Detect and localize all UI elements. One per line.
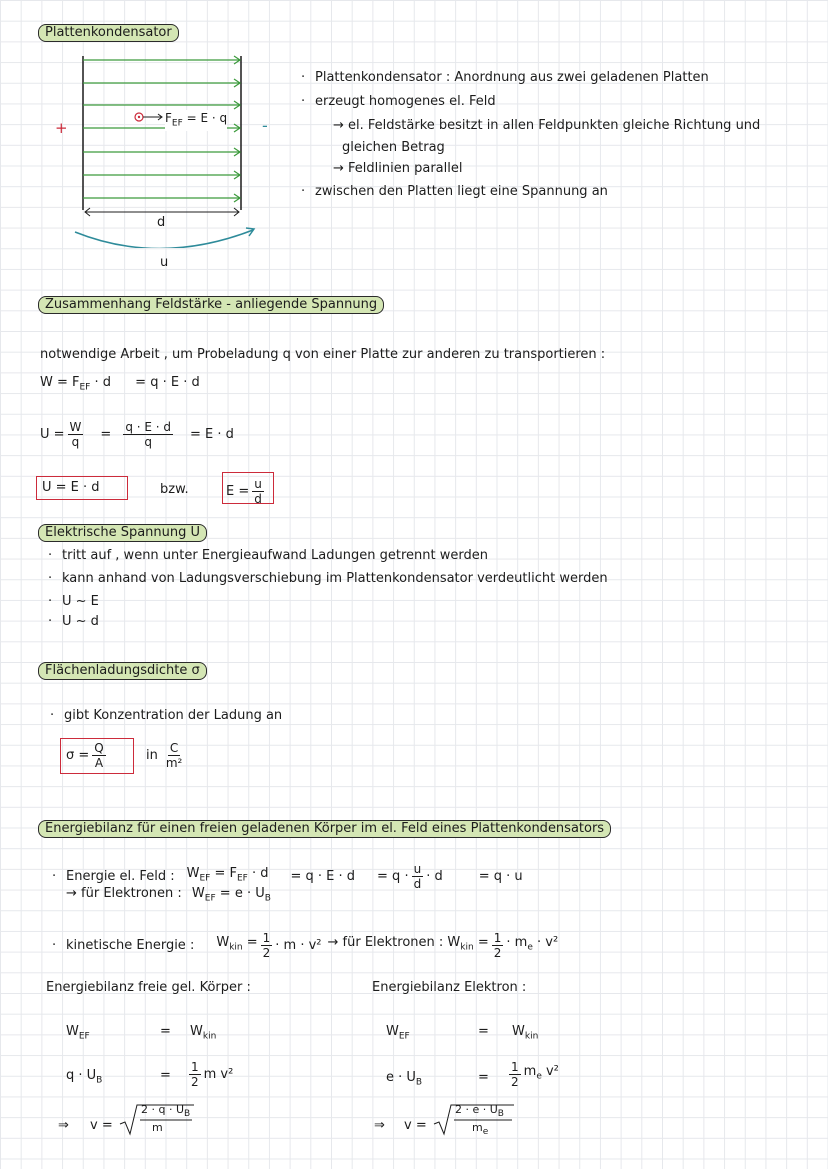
balance-right-arrow: ⇒ — [374, 1118, 385, 1133]
work-equation: $W = F_{EF} \cdot d = q \cdot E \cdot d$ — [40, 375, 200, 393]
balance-left-arrow: ⇒ — [58, 1118, 69, 1133]
spannung-bullet-4: · U ~ d — [62, 614, 99, 630]
note-6: · zwischen den Platten liegt eine Spannung an — [315, 184, 608, 200]
balance-right-title: Energiebilanz Elektron : — [372, 980, 527, 995]
section-title-plattenkondensator: Plattenkondensator — [38, 24, 179, 42]
energy-field-electrons: → für Elektronen : $W_{EF} = e \cdot U_B$ — [66, 886, 271, 904]
work-intro: notwendige Arbeit , um Probeladung q von einer Platte zur anderen zu transportieren : — [40, 347, 606, 362]
section-title-spannung: Elektrische Spannung U — [38, 524, 207, 542]
voltage-label: u — [160, 255, 169, 270]
distance-label: d — [157, 215, 166, 230]
balance-left-sqrt-num: $2 \cdot q \cdot U_B$ — [141, 1103, 191, 1120]
spannung-bullet-3: · U ~ E — [62, 594, 99, 610]
sigma-bullet: · gibt Konzentration der Ladung an — [64, 708, 282, 724]
balance-left-title: Energiebilanz freie gel. Körper : — [46, 980, 251, 995]
note-2: · erzeugt homogenes el. Feld — [315, 94, 496, 110]
force-label: $F_{EF} = E \cdot q$ — [165, 110, 227, 131]
balance-right-sqrt-den: $m_e$ — [472, 1121, 489, 1138]
balance-left-r2-r: $\frac{1}{2}$ m v² — [191, 1060, 234, 1089]
note-3: → el. Feldstärke besitzt in allen Feldpunkten gleiche Richtung und — [333, 118, 761, 133]
spannung-bullet-2: · kann anhand von Ladungsverschiebung im Plattenkondensator verdeutlicht werden — [62, 571, 608, 587]
energy-field-line: · Energie el. Feld : $W_{EF} = F_{EF} \cdot d$ = q · E · d = q · $\frac{u}{d}$ · d = q · u — [66, 862, 523, 891]
balance-right-sqrt-num: $2 \cdot e \cdot U_B$ — [455, 1103, 504, 1120]
result-e: E = $\frac{u}{d}$ — [226, 477, 262, 506]
bzw-text: bzw. — [160, 482, 189, 497]
result-u: U = E · d — [42, 480, 100, 495]
section-title-flaechenladungsdichte: Flächenladungsdichte σ — [38, 662, 207, 680]
balance-right-v: v = — [404, 1118, 427, 1133]
balance-right-r1-eq: = — [478, 1024, 489, 1039]
balance-left-v: v = — [90, 1118, 113, 1133]
balance-left-r2-l: $q \cdot U_B$ — [66, 1068, 103, 1086]
section-title-zusammenhang: Zusammenhang Feldstärke - anliegende Spannung — [38, 296, 384, 314]
sigma-unit: in $\frac{C}{\text{m²}}$ — [146, 741, 183, 770]
kinetic-energy-line: · kinetische Energie : $W_{kin}$ = $\frac{1}{2}$ · m · v² → für Elektronen : $W_{kin}$ = $\frac{1}{2}$ · $m_e \cdot v^2$ — [66, 931, 558, 960]
plus-sign: + — [55, 119, 68, 137]
note-1: · Plattenkondensator : Anordnung aus zwei geladenen Platten — [315, 70, 709, 86]
voltage-derivation: U = $\frac{W}{q}$ = $\frac{q \cdot E \cdot d}{q}$ = E · d — [40, 420, 234, 449]
voltage-arc — [75, 230, 253, 248]
note-5: → Feldlinien parallel — [333, 161, 463, 176]
balance-left-r1-eq: = — [160, 1024, 171, 1039]
sigma-formula: σ = $\frac{Q}{A}$ — [66, 741, 104, 770]
section-title-energiebilanz: Energiebilanz für einen freien geladenen Körper im el. Feld eines Plattenkondensators — [38, 820, 611, 838]
balance-left-r1-r: $W_{kin}$ — [190, 1024, 217, 1042]
note-4: gleichen Betrag — [342, 140, 445, 155]
minus-sign: - — [262, 116, 268, 135]
balance-left-r2-eq: = — [160, 1068, 171, 1083]
balance-right-r2-l: $e \cdot U_B$ — [386, 1070, 423, 1088]
spannung-bullet-1: · tritt auf , wenn unter Energieaufwand Ladungen getrennt werden — [62, 548, 488, 564]
balance-right-r2-eq: = — [478, 1070, 489, 1085]
balance-right-r1-r: $W_{kin}$ — [512, 1024, 539, 1042]
balance-right-r1-l: $W_{EF}$ — [386, 1024, 410, 1042]
balance-left-sqrt-den: m — [152, 1121, 163, 1134]
balance-right-r2-r: $\frac{1}{2}$ $m_e$ v² — [511, 1060, 559, 1089]
balance-left-r1-l: $W_{EF}$ — [66, 1024, 90, 1042]
